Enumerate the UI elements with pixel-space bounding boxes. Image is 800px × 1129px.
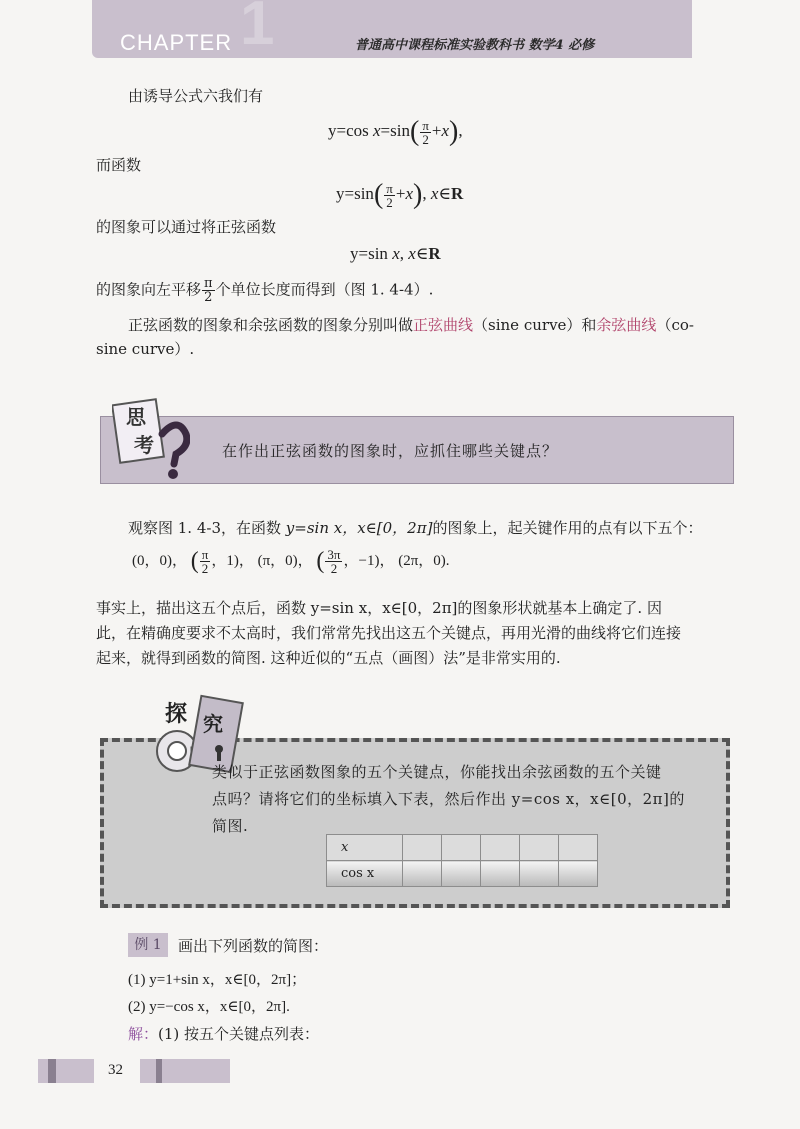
think-badge-char-1: 思 bbox=[126, 405, 146, 429]
footer-decoration-right bbox=[140, 1059, 230, 1083]
graph-via-text: 的图象可以通过将正弦函数 bbox=[96, 218, 277, 236]
table-cell[interactable] bbox=[559, 835, 598, 861]
intro-text: 由诱导公式六我们有 bbox=[128, 87, 264, 105]
chapter-number: 1 bbox=[240, 0, 275, 58]
chapter-label: CHAPTER bbox=[120, 30, 233, 55]
key-points: (0，0)， ( $\frac{\pi}{2}$ ，1)， (π，0)， ( $\frac{3\pi}{2}$ ，−1)， (2π，0). bbox=[132, 547, 450, 576]
explore-badge-char-2: 究 bbox=[203, 712, 223, 736]
example-item-2: (2) y=−cos x，x∈[0，2π]. bbox=[128, 999, 290, 1015]
think-badge-char-2: 考 bbox=[134, 433, 154, 457]
table-row bbox=[327, 861, 598, 887]
example-item-1: (1) y=1+sin x，x∈[0，2π]； bbox=[128, 972, 307, 988]
shift-text: 的图象向左平移 $\frac{\pi}{2}$ 个单位长度而得到（图 1. 4-4）. bbox=[96, 276, 434, 305]
explore-text: 类似于正弦函数图象的五个关键点，你能找出余弦函数的五个关键 点吗？请将它们的坐标填入下表，然后作出 y=cos x，x∈[0，2π]的 简图. bbox=[212, 763, 685, 835]
think-badge-icon bbox=[112, 396, 190, 480]
solution: 解：(1) 按五个关键点列表： bbox=[128, 1025, 320, 1043]
footer-decoration-left-stripe bbox=[48, 1059, 56, 1083]
equation-1: y=cos x=sin( $\frac{\pi}{2}$ +x), bbox=[328, 116, 463, 147]
page-number: 32 bbox=[108, 1062, 123, 1078]
footer-decoration-right-stripe bbox=[156, 1059, 162, 1083]
example-title: 画出下列函数的简图： bbox=[178, 937, 329, 955]
footer-decoration-left bbox=[38, 1059, 94, 1083]
key-points-table bbox=[326, 834, 598, 887]
observe-paragraph: 事实上，描出这五个点后，函数 y=sin x，x∈[0，2π]的图象形状就基本上确定了. 因 此，在精确度要求不太高时，我们常常先找出这五个关键点，再用光滑的曲线将它们连接 起来，就得到函数的简图. 这种近似的“五点（画图）法”是非常实用的. bbox=[96, 599, 682, 667]
table-header-x: x bbox=[327, 835, 403, 861]
curve-definition: 正弦函数的图象和余弦函数的图象分别叫做正弦曲线（sine curve）和余弦曲线（co- bbox=[128, 316, 694, 334]
table-cell[interactable] bbox=[520, 861, 559, 887]
book-title: 普通高中课程标准实验教科书 数学4 必修 bbox=[355, 38, 595, 53]
table-row bbox=[327, 835, 598, 861]
table-cell[interactable] bbox=[559, 861, 598, 887]
table-cell[interactable] bbox=[442, 861, 481, 887]
equation-3: y=sin x, x∈R bbox=[350, 244, 441, 263]
explore-badge-char-1: 探 bbox=[165, 701, 188, 727]
observe-line-1: 观察图 1. 4-3，在函数 y=sin x，x∈[0，2π]的图象上，起关键作用的点有以下五个： bbox=[128, 519, 703, 537]
equation-2: y=sin( $\frac{\pi}{2}$ +x), x∈R bbox=[336, 179, 464, 210]
table-cell[interactable] bbox=[481, 861, 520, 887]
table-cell[interactable] bbox=[403, 861, 442, 887]
and-function-text: 而函数 bbox=[96, 156, 142, 174]
curve-definition-cont: sine curve）. bbox=[96, 340, 195, 358]
table-cell[interactable] bbox=[403, 835, 442, 861]
example-label: 例 1 bbox=[128, 933, 168, 957]
table-cell[interactable] bbox=[481, 835, 520, 861]
table-cell[interactable] bbox=[442, 835, 481, 861]
table-cell[interactable] bbox=[520, 835, 559, 861]
think-question: 在作出正弦函数的图象时，应抓住哪些关键点？ bbox=[222, 442, 559, 460]
table-header-cosx: cos x bbox=[327, 861, 403, 887]
